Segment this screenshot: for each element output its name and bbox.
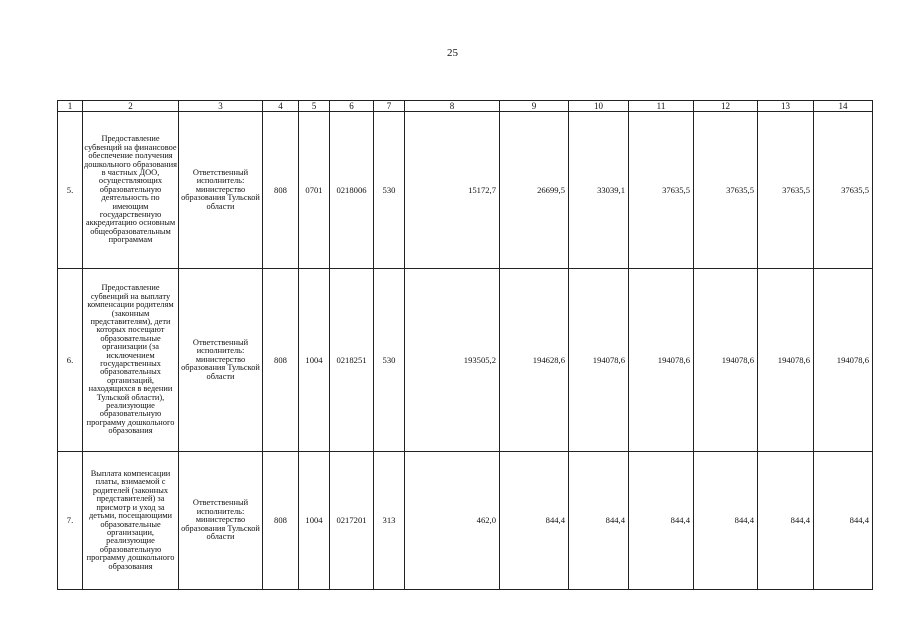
table-header-row xyxy=(58,101,873,112)
section-code: 0701 xyxy=(299,112,330,269)
amount-cell: 194078,6 xyxy=(814,269,873,452)
row-number: 6. xyxy=(58,269,83,452)
amount-cell: 844,4 xyxy=(758,452,814,590)
header-cell: 3 xyxy=(179,101,263,112)
header-cell: 8 xyxy=(405,101,500,112)
measure-description: Предоставление субвенций на финансовое обеспечение получения дошкольного образования в частных ДОО, осуществляющих образовательную деятельность по имеющим государственную аккредитацию основным общеобразовательным программам xyxy=(83,112,179,269)
amount-cell: 193505,2 xyxy=(405,269,500,452)
header-cell: 14 xyxy=(814,101,873,112)
amount-cell: 462,0 xyxy=(405,452,500,590)
grbs-code: 808 xyxy=(263,269,299,452)
header-cell: 5 xyxy=(299,101,330,112)
amount-cell: 194078,6 xyxy=(758,269,814,452)
grbs-code: 808 xyxy=(263,112,299,269)
table-row xyxy=(58,269,873,452)
amount-cell: 37635,5 xyxy=(814,112,873,269)
amount-cell: 26699,5 xyxy=(500,112,569,269)
responsible-executor: Ответственный исполнитель: министерство образования Тульской области xyxy=(179,452,263,590)
measure-description: Выплата компенсации платы, взимаемой с родителей (законных представителей) за присмотр и уход за детьми, посещающими образовательные организации, реализующие образовательную программу дошкольного образования xyxy=(83,452,179,590)
measure-description: Предоставление субвенций на выплату компенсации родителям (законным представителям), дети которых посещают образовательные организации (за исключением государственных образовательных организаций, находящихся в ведении Тульской области), реализующие образовательную программу дошкольного образования xyxy=(83,269,179,452)
header-cell: 4 xyxy=(263,101,299,112)
amount-cell: 33039,1 xyxy=(569,112,629,269)
amount-cell: 844,4 xyxy=(569,452,629,590)
responsible-executor: Ответственный исполнитель: министерство образования Тульской области xyxy=(179,112,263,269)
amount-cell: 194078,6 xyxy=(629,269,694,452)
target-article-code: 0218006 xyxy=(330,112,374,269)
amount-cell: 194078,6 xyxy=(569,269,629,452)
amount-cell: 15172,7 xyxy=(405,112,500,269)
header-cell: 10 xyxy=(569,101,629,112)
amount-cell: 194078,6 xyxy=(694,269,758,452)
header-cell: 9 xyxy=(500,101,569,112)
header-cell: 7 xyxy=(374,101,405,112)
amount-cell: 37635,5 xyxy=(758,112,814,269)
page-number: 25 xyxy=(447,47,458,59)
expense-type-code: 313 xyxy=(374,452,405,590)
table-row xyxy=(58,452,873,590)
header-cell: 11 xyxy=(629,101,694,112)
target-article-code: 0218251 xyxy=(330,269,374,452)
row-number: 7. xyxy=(58,452,83,590)
amount-cell: 844,4 xyxy=(814,452,873,590)
row-number: 5. xyxy=(58,112,83,269)
target-article-code: 0217201 xyxy=(330,452,374,590)
responsible-executor: Ответственный исполнитель: министерство образования Тульской области xyxy=(179,269,263,452)
amount-cell: 194628,6 xyxy=(500,269,569,452)
grbs-code: 808 xyxy=(263,452,299,590)
header-cell: 6 xyxy=(330,101,374,112)
header-cell: 12 xyxy=(694,101,758,112)
amount-cell: 37635,5 xyxy=(629,112,694,269)
amount-cell: 844,4 xyxy=(500,452,569,590)
amount-cell: 37635,5 xyxy=(694,112,758,269)
expense-type-code: 530 xyxy=(374,269,405,452)
expense-type-code: 530 xyxy=(374,112,405,269)
header-cell: 13 xyxy=(758,101,814,112)
header-cell: 1 xyxy=(58,101,83,112)
header-cell: 2 xyxy=(83,101,179,112)
table-row xyxy=(58,112,873,269)
section-code: 1004 xyxy=(299,452,330,590)
budget-table xyxy=(57,100,873,590)
amount-cell: 844,4 xyxy=(694,452,758,590)
amount-cell: 844,4 xyxy=(629,452,694,590)
section-code: 1004 xyxy=(299,269,330,452)
